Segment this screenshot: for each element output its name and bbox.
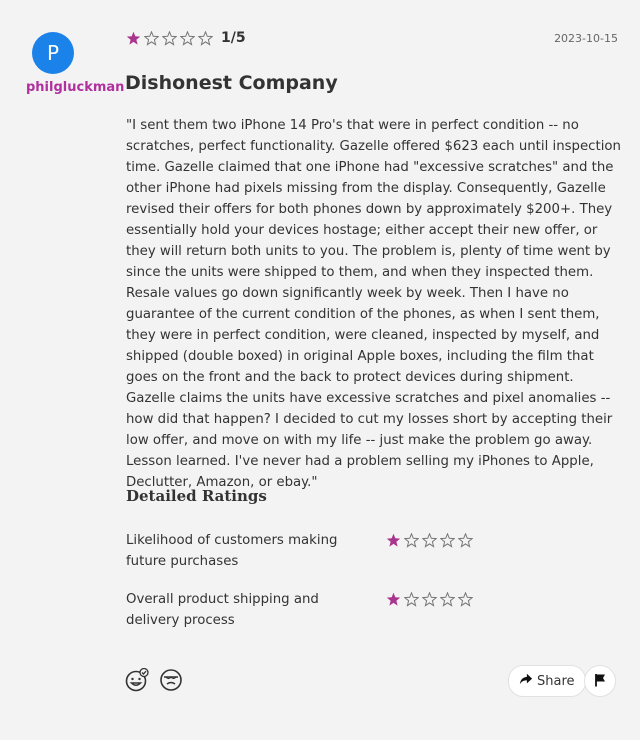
star-filled-icon	[386, 533, 401, 548]
star-empty-icon	[422, 592, 437, 607]
detailed-ratings-heading: Detailed Ratings	[126, 487, 267, 505]
star-empty-icon	[180, 31, 195, 46]
share-arrow-icon	[519, 672, 537, 690]
detailed-rating-label: Likelihood of customers making future purchases	[126, 533, 338, 569]
star-empty-icon	[458, 592, 473, 607]
star-filled-icon	[126, 31, 141, 46]
star-empty-icon	[422, 533, 437, 548]
reaction-bar	[125, 668, 193, 692]
detailed-rating-stars	[386, 533, 476, 548]
review-date: 2023-10-15	[554, 32, 618, 45]
star-filled-icon	[386, 592, 401, 607]
helpful-emoji-icon[interactable]	[125, 668, 149, 692]
star-empty-icon	[458, 533, 473, 548]
share-button[interactable]	[508, 665, 586, 697]
flag-icon	[594, 672, 607, 691]
star-empty-icon	[144, 31, 159, 46]
unhelpful-emoji-icon[interactable]	[159, 668, 183, 692]
detailed-rating-row	[126, 589, 506, 631]
review-body: "I sent them two iPhone 14 Pro's that were in perfect condition -- no scratches, perfect functionality. Gazelle offered $623 each until inspection time. Gazelle claimed that one iPhone had "excessive scratches" and the other iPhone had pixels missing from the display. Consequently, Gazelle revised their offers for both phones down by approximately $200+. They essentially hold your devices hostage; either accept their new offer, or they will return both units to you. The problem is, plenty of time went by since the units were shipped to them, and when they inspected them. Resale values go down significantly week by week. Then I have no guarantee of the current condition of the phones, as when I sent them, they were in perfect condition, were cleaned, inspected by myself, and shipped (double boxed) in original Apple boxes, including the film that goes on the front and the back to protect devices during shipment. Gazelle claims the units have excessive scratches and pixel anomalies -- how did that happen? I decided to cut my losses short by accepting their low offer, and move on with my life -- just make the problem go away. Lesson learned. I've never had a problem selling my iPhones to Apple, Declutter, Amazon, or ebay."	[126, 118, 621, 490]
star-empty-icon	[404, 592, 419, 607]
overall-rating	[126, 30, 246, 46]
star-empty-icon	[162, 31, 177, 46]
report-flag-button[interactable]	[584, 665, 616, 697]
star-empty-icon	[198, 31, 213, 46]
reviewer-username[interactable]: philgluckman	[26, 80, 125, 95]
star-empty-icon	[440, 592, 455, 607]
star-empty-icon	[440, 533, 455, 548]
avatar[interactable]: P	[32, 32, 74, 74]
review-title: Dishonest Company	[125, 72, 338, 94]
detailed-rating-stars	[386, 592, 476, 607]
star-empty-icon	[404, 533, 419, 548]
rating-text: 1/5	[221, 30, 246, 46]
detailed-rating-label: Overall product shipping and delivery process	[126, 592, 319, 628]
share-button-label: Share	[537, 673, 575, 689]
rating-stars	[126, 31, 216, 46]
detailed-rating-row	[126, 530, 506, 572]
